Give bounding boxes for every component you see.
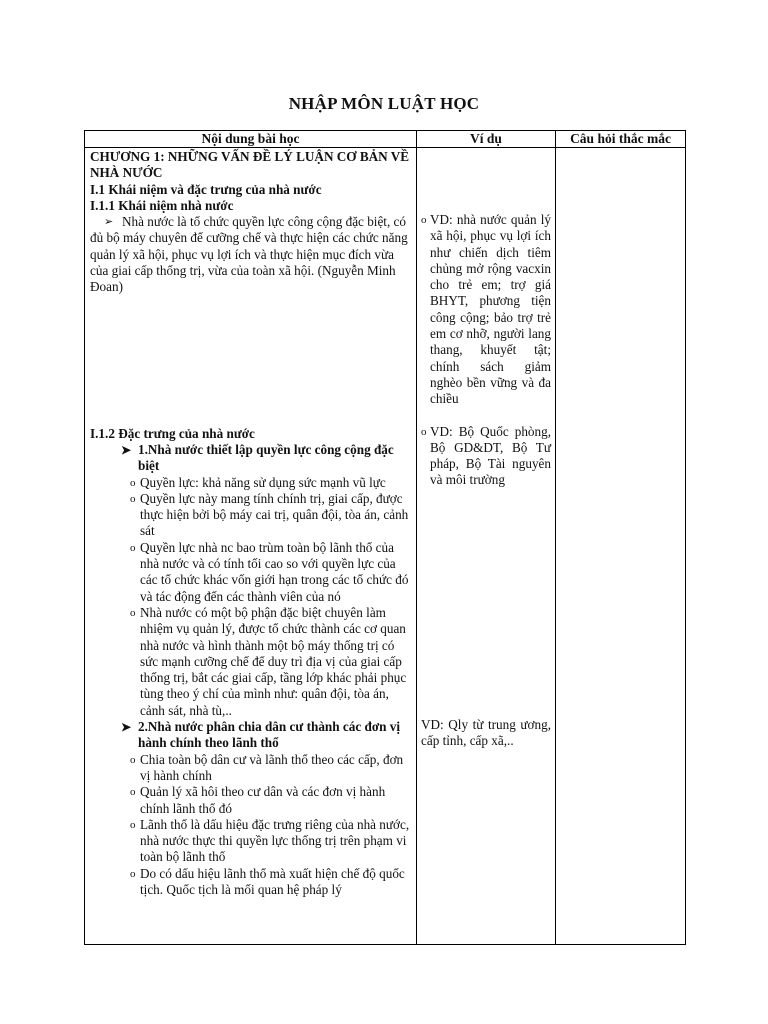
feature-heading [90,719,412,752]
subsection-heading: I.1.2 Đặc trưng của nhà nước [90,425,255,441]
list-item: o Quản lý xã hôi theo cư dân và các đơn vị hành chính lãnh thổ đó [90,784,412,817]
example-item: o VD: Bộ Quốc phòng, Bộ GD&DT, Bộ Tư pháp, Bộ Tài nguyên và môi trường [421,423,551,488]
list-item: o Do có dấu hiệu lãnh thổ mà xuất hiện chế độ quốc tịch. Quốc tịch là mối quan hệ pháp lý [90,866,412,899]
circle-bullet-icon: o [130,753,136,766]
lesson-content-cell [85,148,417,945]
circle-bullet-icon: o [130,492,136,505]
header-example: Ví dụ [417,131,556,148]
questions-cell [556,148,686,945]
circle-bullet-icon: o [130,606,136,619]
chapter-heading: CHƯƠNG 1: NHỮNG VẤN ĐỀ LÝ LUẬN CƠ BẢN VỀ NHÀ NƯỚC [90,149,410,181]
list-item: o Chia toàn bộ dân cư và lãnh thổ theo các cấp, đơn vị hành chính [90,752,412,785]
circle-bullet-icon: o [421,214,427,226]
circle-bullet-icon: o [130,867,136,880]
section-heading: I.1 Khái niệm và đặc trưng của nhà nước [90,181,322,197]
subsection-heading: I.1.1 Khái niệm nhà nước [90,197,234,213]
list-item: o Quyền lực nhà nc bao trùm toàn bộ lãnh thổ của nhà nước và có tính tối cao so với quyền lực của các tổ chức khác vốn giới hạn trong các tổ chức đó và tác động đến các thành viên của nó [90,540,412,605]
feature-title: 2.Nhà nước phân chia dân cư thành các đơn vị hành chính theo lãnh thổ [138,719,401,751]
circle-bullet-icon: o [130,541,136,554]
circle-bullet-icon: o [421,425,427,438]
feature-heading [90,442,412,475]
list-item: o Quyền lực này mang tính chính trị, giai cấp, được thực hiện bởi bộ máy cai trị, quân đội, tòa án, cảnh sát [90,491,412,540]
example-cell [417,148,556,945]
circle-bullet-icon: o [130,818,136,831]
header-lesson-content: Nội dung bài học [85,131,417,148]
example-item: o VD: nhà nước quản lý xã hội, phục vụ lợi ích như chiến dịch tiêm chủng mở rộng vacxin cho trẻ em; trợ giá BHYT, phương tiện công cộng; bảo trợ trẻ em cơ nhỡ, người lang thang, khuyết tật; chính sách giảm nghèo bền vững và đa chiều [421,212,551,407]
lesson-table [84,130,686,945]
circle-bullet-icon: o [130,476,136,489]
definition-text: Nhà nước là tổ chức quyền lực công cộng đặc biệt, có đủ bộ máy chuyên để cưỡng chế và thực hiện các chức năng quản lý xã hội, phục vụ lợi ích và thực hiện mục đích vừa của giai cấp thống trị, vừa của toàn xã hội. (Nguyễn Minh Đoan) [90,214,408,295]
document-title: NHẬP MÔN LUẬT HỌC [288,94,480,113]
arrow-bullet-icon: ➢ [104,216,114,229]
list-item: o Nhà nước có một bộ phận đặc biệt chuyên làm nhiệm vụ quản lý, được tổ chức thành các cơ quan nhà nước và hình thành một bộ máy thống trị có sức mạnh cưỡng chế để duy trì địa vị của giai cấp thống trị, bắt các giai cấp, tầng lớp khác phải phục tùng theo ý chí của mình như: quân đội, tòa án, cảnh sát, nhà tù,.. [90,605,412,719]
example-item: VD: Qly từ trung ương, cấp tỉnh, cấp xã,.. [421,716,551,749]
list-item: o Lãnh thổ là dấu hiệu đặc trưng riêng của nhà nước, nhà nước thực thi quyền lực thống trị trên phạm vi toàn bộ lãnh thổ [90,817,412,866]
list-item [90,214,412,295]
circle-bullet-icon: o [130,786,136,799]
list-item: o Quyền lực: khả năng sử dụng sức mạnh vũ lực [90,475,412,491]
arrowhead-bullet-icon: ➤ [120,442,132,457]
arrowhead-bullet-icon: ➤ [120,720,132,735]
header-questions: Câu hỏi thắc mắc [556,131,686,148]
table-row [85,148,686,945]
feature-title: 1.Nhà nước thiết lập quyền lực công cộng đặc biệt [138,441,394,474]
table-header-row [85,131,686,148]
